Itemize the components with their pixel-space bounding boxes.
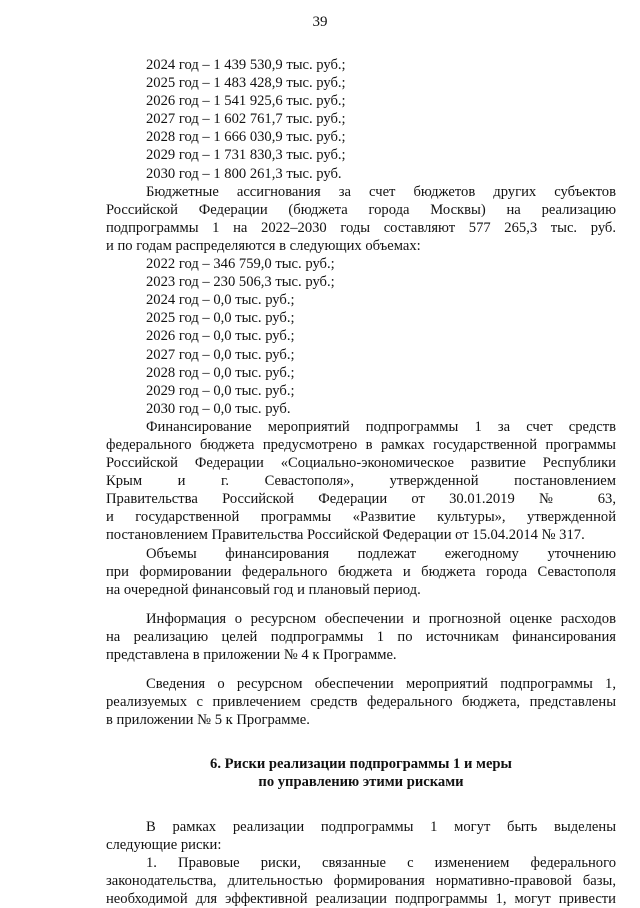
section-heading-line: по управлению этими рисками <box>258 774 464 791</box>
paragraph-resource-info <box>106 610 616 664</box>
list-item: 2029 год – 0,0 тыс. руб.; <box>146 382 295 399</box>
list-item: 2027 год – 1 602 761,7 тыс. руб.; <box>146 111 346 128</box>
document-body <box>106 56 616 908</box>
paragraph-line: федерального бюджета предусмотрено в рамках государственной программы <box>106 436 616 453</box>
list-item: 2029 год – 1 731 830,3 тыс. руб.; <box>146 147 346 164</box>
list-item: 2027 год – 0,0 тыс. руб.; <box>146 346 295 363</box>
paragraph-line: в приложении № 5 к Программе. <box>106 712 310 729</box>
paragraph-line: реализуемых с привлечением средств федерального бюджета, представлены <box>106 694 616 711</box>
paragraph-line: Крым и г. Севастополя», утвержденной постановлением <box>106 473 616 490</box>
page-number: 39 <box>312 14 328 30</box>
paragraph-risks-intro <box>106 818 616 854</box>
paragraph-line: Российской Федерации «Социально-экономическое развитие Республики <box>106 455 616 472</box>
list-item: 2030 год – 0,0 тыс. руб. <box>146 400 291 417</box>
paragraph-line: Бюджетные ассигнования за счет бюджетов других субъектов <box>146 183 616 200</box>
paragraph-financing-volumes <box>106 545 616 599</box>
list-item: 2030 год – 1 800 261,3 тыс. руб. <box>146 165 342 182</box>
list-item: 2025 год – 0,0 тыс. руб.; <box>146 310 295 327</box>
paragraph-line: Сведения о ресурсном обеспечении мероприятий подпрограммы 1, <box>146 676 616 693</box>
paragraph-line: Правительства Российской Федерации от 30.01.2019 № 63, <box>106 491 616 508</box>
paragraph-line: на очередной финансовый год и плановый период. <box>106 581 421 598</box>
budget-list-a <box>106 56 616 183</box>
list-item: 2026 год – 0,0 тыс. руб.; <box>146 328 295 345</box>
paragraph-line: Информация о ресурсном обеспечении и прогнозной оценке расходов <box>146 610 616 627</box>
list-item: 2028 год – 0,0 тыс. руб.; <box>146 364 295 381</box>
list-item: 2026 год – 1 541 925,6 тыс. руб.; <box>146 93 346 110</box>
paragraph-line: В рамках реализации подпрограммы 1 могут быть выделены <box>146 818 616 835</box>
section-heading-line: 6. Риски реализации подпрограммы 1 и меры <box>210 756 512 773</box>
list-item: 2024 год – 1 439 530,9 тыс. руб.; <box>146 57 346 73</box>
paragraph-line: следующие риски: <box>106 836 222 853</box>
paragraph-line: Российской Федерации (бюджета города Москвы) на реализацию <box>106 201 616 218</box>
paragraph-budget-allocations <box>106 183 616 255</box>
list-item: 2023 год – 230 506,3 тыс. руб.; <box>146 274 335 291</box>
paragraph-federal-financing <box>106 418 616 545</box>
paragraph-line: постановлением Правительства Российской Федерации от 15.04.2014 № 317. <box>106 527 585 544</box>
paragraph-resource-details <box>106 675 616 729</box>
list-item: 2022 год – 346 759,0 тыс. руб.; <box>146 256 335 273</box>
budget-list-b <box>106 255 616 418</box>
list-item: 2025 год – 1 483 428,9 тыс. руб.; <box>146 75 346 92</box>
paragraph-line: и государственной программы «Развитие культуры», утвержденной <box>106 509 616 526</box>
paragraph-line: необходимой для эффективной реализации подпрограммы 1, могут привести <box>106 890 616 907</box>
paragraph-line: и по годам распределяются в следующих объемах: <box>106 237 421 254</box>
paragraph-line: представлена в приложении № 4 к Программе. <box>106 647 397 663</box>
paragraph-line: 1. Правовые риски, связанные с изменением федерального <box>146 854 616 871</box>
paragraph-line: подпрограммы 1 на 2022–2030 годы составляют 577 265,3 тыс. руб. <box>106 219 616 236</box>
paragraph-legal-risks <box>106 854 616 908</box>
list-item: 2024 год – 0,0 тыс. руб.; <box>146 292 295 309</box>
paragraph-line: при формировании федерального бюджета и бюджета города Севастополя <box>106 563 616 580</box>
paragraph-line: законодательства, длительностью формирования нормативно-правовой базы, <box>106 872 616 889</box>
paragraph-line: Объемы финансирования подлежат ежегодному уточнению <box>146 545 616 562</box>
paragraph-line: Финансирование мероприятий подпрограммы 1 за счет средств <box>146 418 616 435</box>
section-heading <box>106 755 616 791</box>
paragraph-line: на реализацию целей подпрограммы 1 по источникам финансирования <box>106 628 616 645</box>
list-item: 2028 год – 1 666 030,9 тыс. руб.; <box>146 129 346 146</box>
